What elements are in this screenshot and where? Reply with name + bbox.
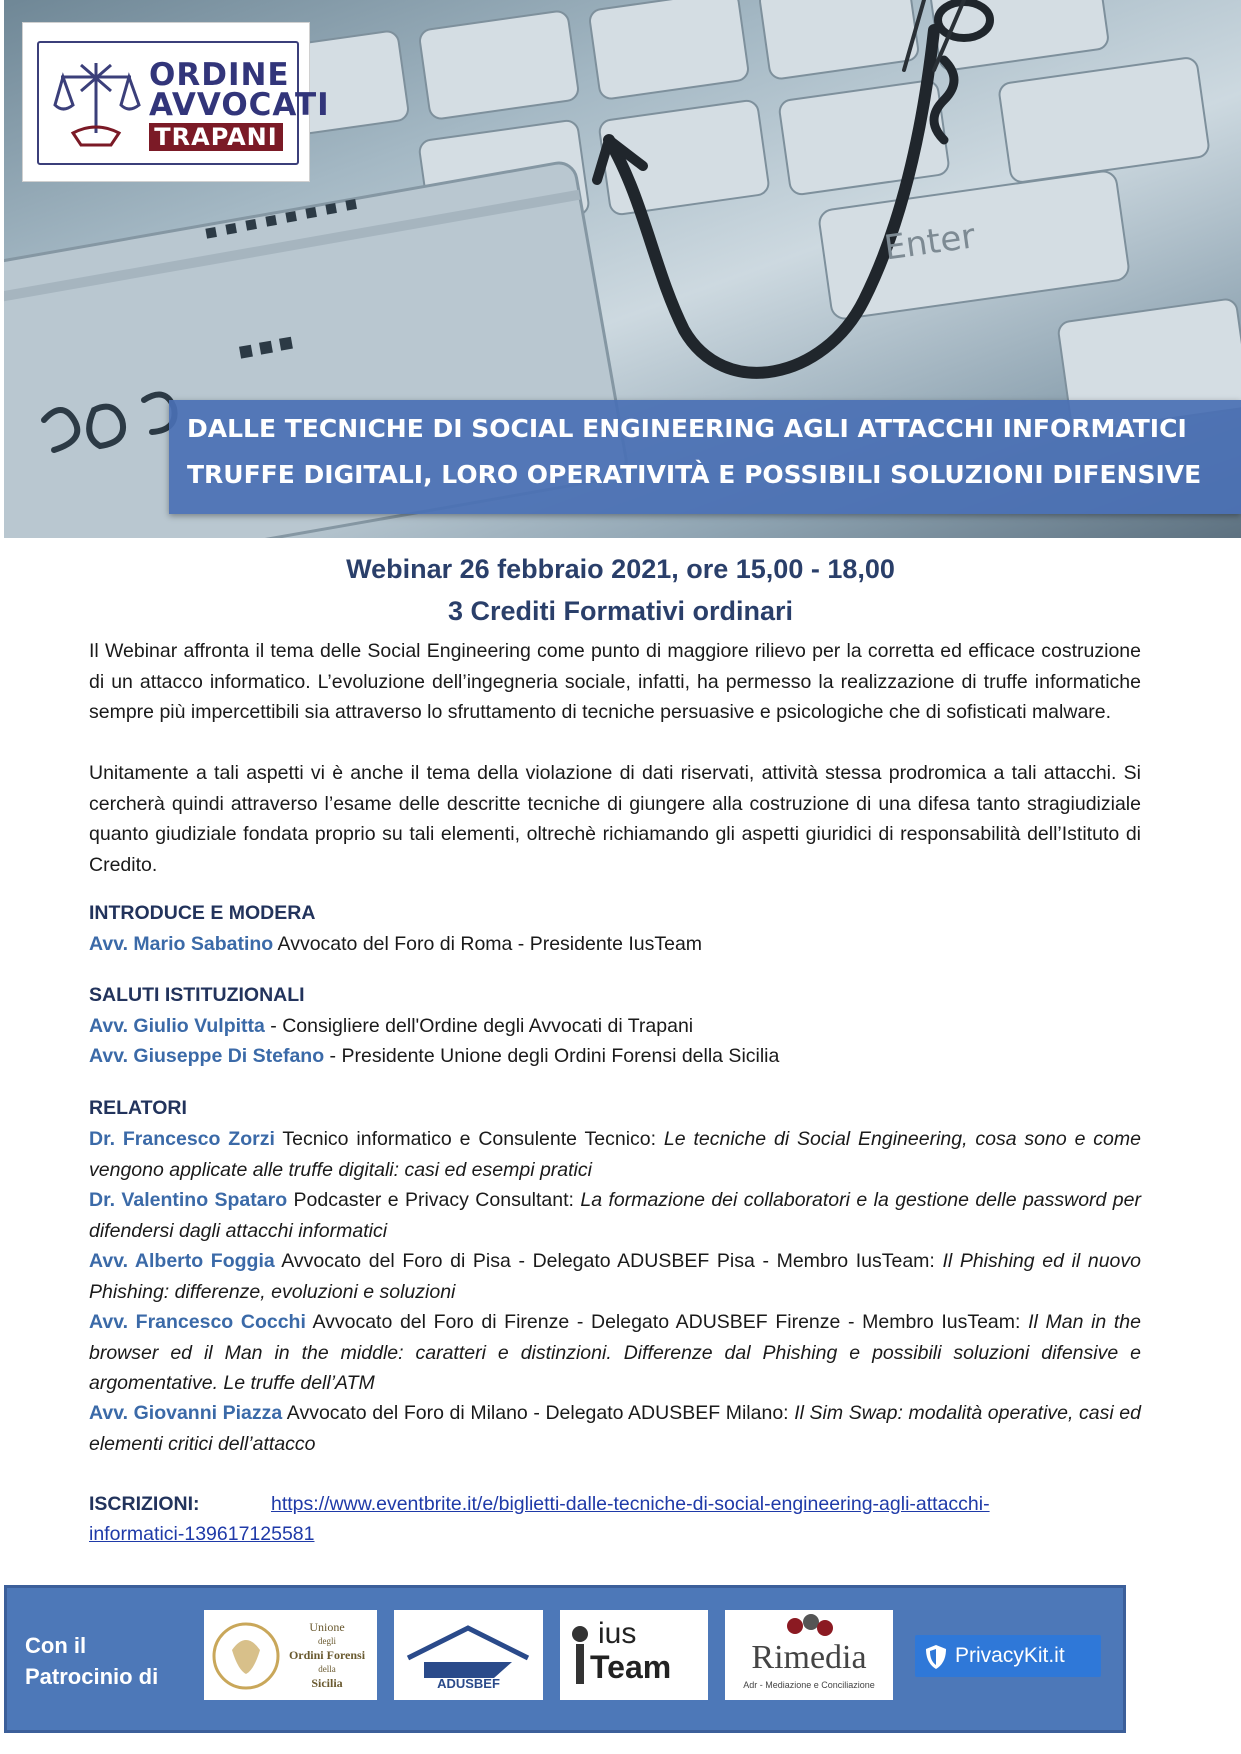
speaker-talk-title: La formazione dei collaboratori e la gestione delle password per difendersi dagli attacchi informatici [89,1189,1141,1242]
logo-text-trapani: TRAPANI [149,123,283,151]
rimedia-logo [725,1610,893,1700]
rimedia-subtitle: Adr - Mediazione e Conciliazione [743,1680,875,1690]
speaker-entry [89,1398,1141,1459]
moderator-entry [89,929,1141,960]
ordine-avvocati-trapani-logo [22,22,330,182]
speaker-name: Avv. Francesco Cocchi [89,1311,306,1333]
enter-key-label: Enter [881,216,978,269]
speaker-role: Tecnico informatico e Consulente Tecnico: [274,1128,664,1150]
hero-banner [4,0,1241,538]
event-credits-heading: 3 Crediti Formativi ordinari [447,596,794,626]
unione-text-4: della [318,1664,336,1674]
speaker-name: Dr. Valentino Spataro [89,1189,288,1211]
intro-paragraph-1: Il Webinar affronta il tema delle Social Engineering come punto di maggiore rilievo per la corretta ed efficace costruzione di un attacco informatico. L’evoluzione dell’ingegneria sociale, infatti, ha permesso la realizzazione di truffe informatiche sempre più impercettibili sia attraverso lo sfruttamento di tecniche persuasive e psicologiche che di sofisticati malware. [89,640,1141,723]
logo-frame [37,41,330,165]
moderator-name: Avv. Mario Sabatino [89,933,274,955]
adusbef-logo [394,1610,543,1700]
registration-link-line-2[interactable]: informatici-139617125581 [89,1523,315,1545]
speaker-talk-title: Il Phishing ed il nuovo Phishing: differenze, evoluzioni e soluzioni [89,1250,1141,1303]
scales-of-justice-icon [51,55,141,151]
greeting-name: Avv. Giuseppe Di Stefano [89,1045,325,1067]
privacykit-text: PrivacyKit.it [955,1644,1065,1667]
speaker-entry [89,1185,1141,1246]
unione-text-1: Unione [309,1620,345,1634]
speaker-name: Dr. Francesco Zorzi [89,1128,275,1150]
registration-link-line-1[interactable]: https://www.eventbrite.it/e/biglietti-dalle-tecniche-di-social-engineering-agli-attacchi- [271,1493,990,1515]
unione-text-2: degli [318,1636,336,1646]
greetings-heading: SALUTI ISTITUZIONALI [89,984,305,1006]
event-date-heading: Webinar 26 febbraio 2021, ore 15,00 - 18,00 [346,554,895,584]
shield-icon [921,1635,951,1677]
privacykit-logo [915,1635,1101,1677]
greeting-role: - Presidente Unione degli Ordini Forensi della Sicilia [324,1045,780,1067]
iusteam-text-ius: ius [598,1617,637,1650]
speaker-talk-title: Le tecniche di Social Engineering, cosa sono e come vengono applicate alle truffe digitali: casi ed esempi pratici [89,1128,1141,1181]
speakers-heading: RELATORI [89,1097,187,1119]
event-title-line-2: TRUFFE DIGITALI, LORO OPERATIVITÀ E POSSIBILI SOLUZIONI DIFENSIVE [187,460,1202,489]
greeting-name: Avv. Giulio Vulpitta [89,1015,265,1037]
patronage-label-line-1: Con il [25,1633,87,1658]
speaker-role: Podcaster e Privacy Consultant: [287,1189,581,1211]
sponsors-footer [4,1585,1126,1733]
moderator-role: Avvocato del Foro di Roma - Presidente IusTeam [273,933,703,955]
speaker-entry [89,1246,1141,1307]
moderator-heading: INTRODUCE E MODERA [89,902,316,924]
adusbef-text: ADUSBEF [437,1676,500,1691]
logo-text-avvocati: AVVOCATI [149,87,330,123]
speaker-talk-title: Il Sim Swap: modalità operative, casi ed elementi critici dell’attacco [89,1402,1141,1455]
speaker-role: Avvocato del Foro di Firenze - Delegato ADUSBEF Firenze - Membro IusTeam: [305,1311,1029,1333]
registration-label: ISCRIZIONI: [89,1493,200,1515]
event-title-line-1: DALLE TECNICHE DI SOCIAL ENGINEERING AGLI ATTACCHI INFORMATICI [187,414,1187,443]
speaker-entry [89,1124,1141,1185]
speaker-entry [89,1307,1141,1399]
unione-text-3: Ordini Forensi [288,1648,366,1662]
speaker-role: Avvocato del Foro di Pisa - Delegato ADUSBEF Pisa - Membro IusTeam: [274,1250,943,1272]
unione-ordini-forensi-sicilia-logo [204,1610,377,1700]
patronage-label [25,1630,158,1692]
iusteam-text-team: Team [590,1649,672,1685]
speaker-role: Avvocato del Foro di Milano - Delegato ADUSBEF Milano: [282,1402,795,1424]
title-band [169,400,1241,514]
speaker-talk-title: Il Man in the browser ed il Man in the middle: caratteri e distinzioni. Differenze dal Phishing e possibili soluzioni difensive e argomentative. Le truffe dell’ATM [89,1311,1141,1394]
rimedia-text: Rimedia [751,1639,867,1676]
greetings-entry [89,1041,1141,1072]
unione-text-5: Sicilia [311,1676,343,1690]
speaker-name: Avv. Alberto Foggia [89,1250,275,1272]
patronage-label-line-2: Patrocinio di [25,1664,159,1689]
greeting-role: - Consigliere dell'Ordine degli Avvocati di Trapani [264,1015,694,1037]
iusteam-logo [560,1610,708,1700]
intro-paragraph-2: Unitamente a tali aspetti vi è anche il tema della violazione di dati riservati, attività stessa prodromica a tali attacchi. Si cercherà quindi attraverso l’esame delle descritte tecniche di giungere alla costruzione di una difesa tanto stragiudiziale quanto giudiziale fondata proprio su tali elementi, oltrechè richiamando gli aspetti giuridici di responsabilità dell’Istituto di Credito. [89,762,1141,876]
greetings-entry [89,1011,1141,1042]
speaker-name: Avv. Giovanni Piazza [89,1402,283,1424]
logo-text-ordine: ORDINE [149,57,290,93]
